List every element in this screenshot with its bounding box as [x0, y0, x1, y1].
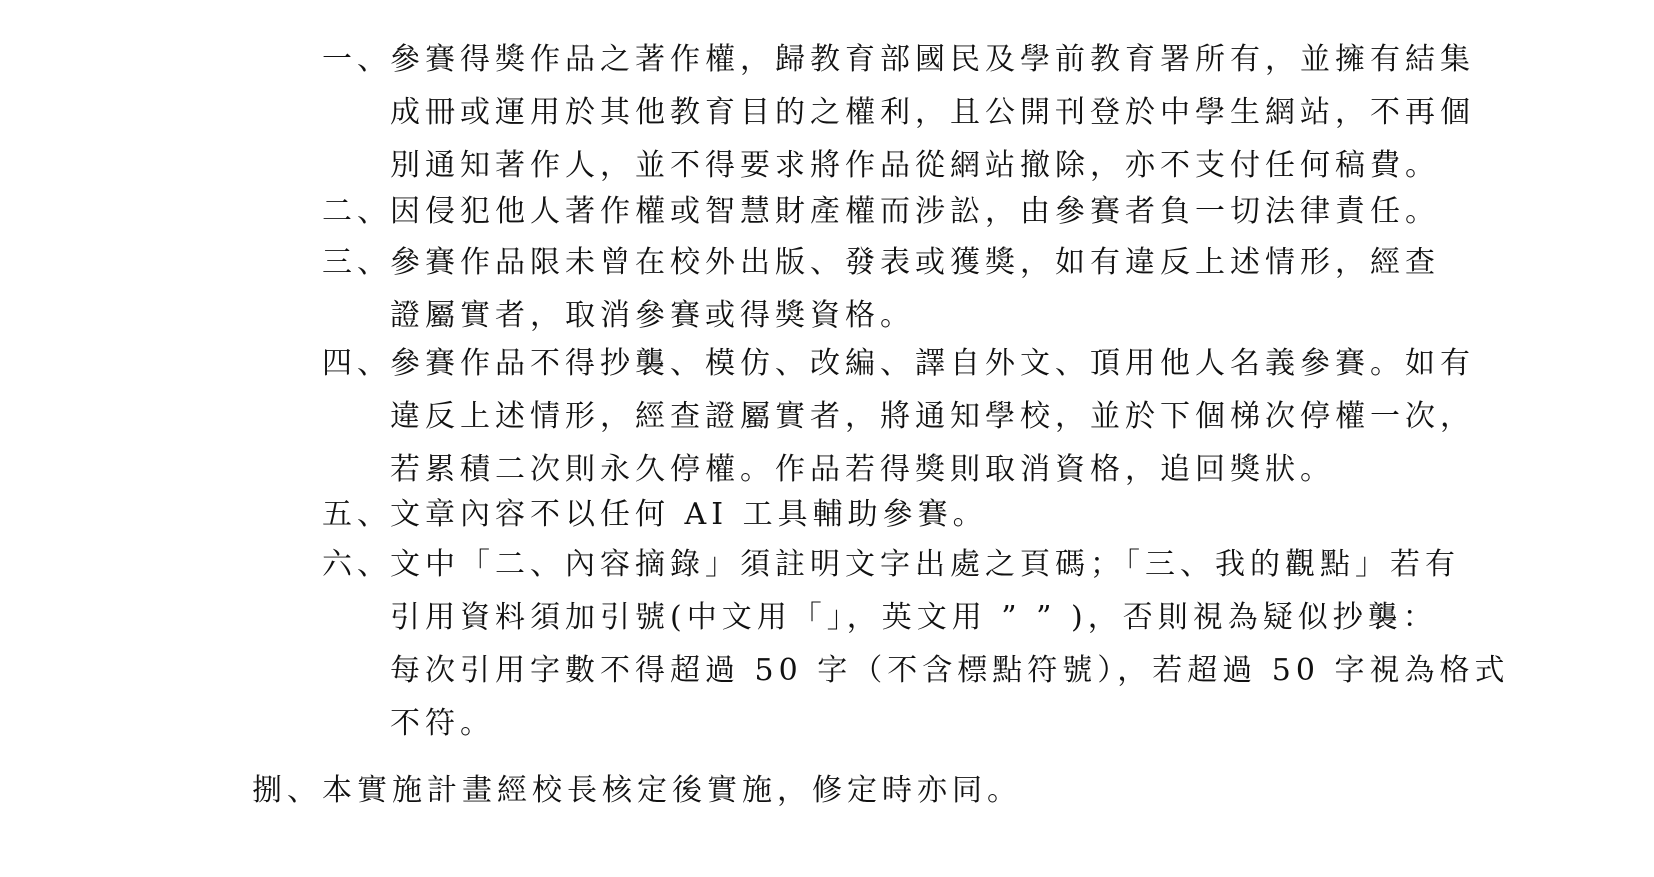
- closing-clause: 捌、本實施計畫經校長核定後實施，修定時亦同。: [252, 773, 1022, 808]
- rule-text: [390, 538, 1510, 750]
- rule-line: 因侵犯他人著作權或智慧財產權而涉訟，由參賽者負一切法律責任。: [390, 194, 1440, 229]
- rule-line: 參賽得獎作品之著作權，歸教育部國民及學前教育署所有，並擁有結集: [390, 42, 1475, 77]
- rule-text: [390, 337, 1475, 496]
- rule-text: [390, 33, 1475, 192]
- rule-text: [390, 488, 1432, 541]
- rule-text: [390, 185, 1440, 238]
- rule-number: 五、: [322, 497, 392, 532]
- rule-line: 文章內容不以任何 AI 工具輔助參賽。: [390, 497, 988, 532]
- rule-number: 六、: [322, 547, 392, 582]
- rule-line: 證屬實者，取消參賽或得獎資格。: [390, 298, 915, 333]
- rule-line: 每次引用字數不得超過 50 字（不含標點符號），若超過 50 字視為格式: [390, 653, 1510, 688]
- rule-line: 違反上述情形，經查證屬實者，將通知學校，並於下個梯次停權一次，: [390, 399, 1475, 434]
- rule-number: 三、: [322, 245, 392, 280]
- rule-item-4: [322, 337, 1475, 496]
- rule-number: 四、: [322, 346, 392, 381]
- rule-number: 二、: [322, 194, 392, 229]
- rule-line: 若累積二次則永久停權。作品若得獎則取消資格，追回獎狀。: [390, 452, 1335, 487]
- rule-item-2: [322, 185, 1440, 238]
- rule-line: 別通知著作人，並不得要求將作品從網站撤除，亦不支付任何稿費。: [390, 148, 1440, 183]
- rule-item-3: [322, 236, 1440, 342]
- rule-line: 參賽作品不得抄襲、模仿、改編、譯自外文、頂用他人名義參賽。如有: [390, 346, 1475, 381]
- rule-line: 成冊或運用於其他教育目的之權利，且公開刊登於中學生網站，不再個: [390, 95, 1475, 130]
- rule-line: 文中「二、內容摘錄」須註明文字出處之頁碼；「三、我的觀點」若有: [390, 547, 1460, 582]
- rule-item-5: [322, 488, 1432, 541]
- rule-line: 參賽作品限未曾在校外出版、發表或獲獎，如有違反上述情形，經查: [390, 245, 1440, 280]
- rule-text: [390, 236, 1440, 342]
- rule-number: 一、: [322, 42, 392, 77]
- rule-line: 不符。: [390, 706, 495, 741]
- rule-line: 引用資料須加引號(中文用「」，英文用 ” ” )，否則視為疑似抄襲：: [390, 600, 1438, 635]
- rule-item-1: [322, 33, 1475, 192]
- rule-item-6: [322, 538, 1510, 750]
